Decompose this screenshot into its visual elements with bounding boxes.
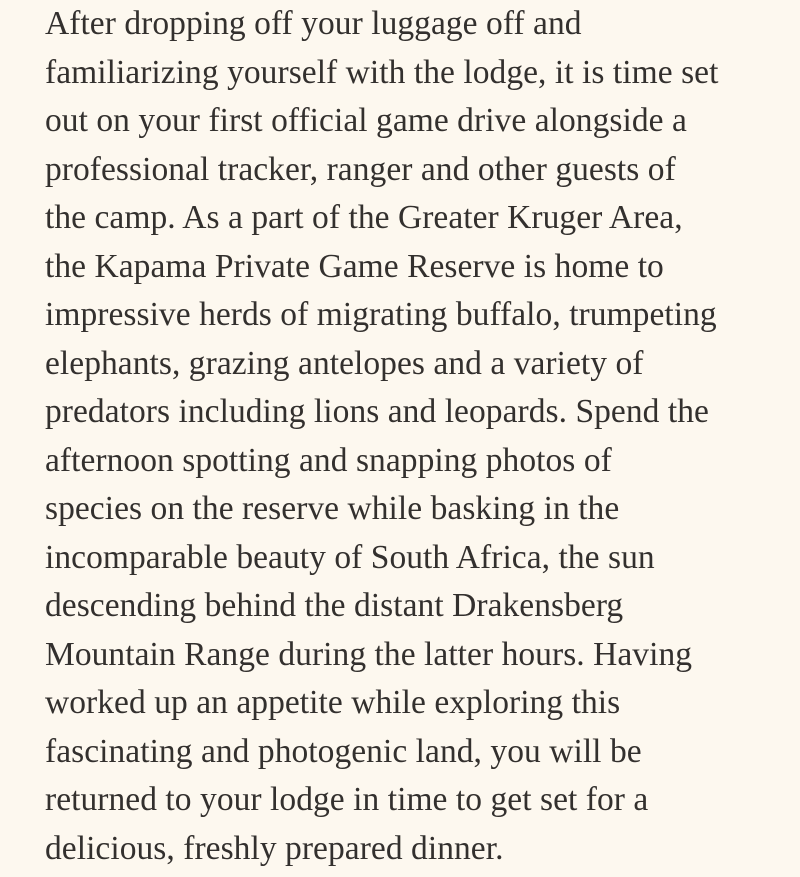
paragraph-line: Mountain Range during the latter hours. Having xyxy=(45,635,693,673)
article-paragraph xyxy=(45,0,790,873)
paragraph-line: worked up an appetite while exploring this xyxy=(45,684,621,721)
paragraph-line: returned to your lodge in time to get set for a xyxy=(45,781,649,818)
paragraph-line: fascinating and photogenic land, you will be xyxy=(45,732,642,770)
paragraph-line: species on the reserve while basking in the xyxy=(45,490,620,527)
paragraph-line: out on your first official game drive alongside a xyxy=(45,102,687,139)
paragraph-line: afternoon spotting and snapping photos of xyxy=(45,441,612,479)
paragraph-line: the camp. As a part of the Greater Kruger Area, xyxy=(45,199,683,236)
paragraph-line: elephants, grazing antelopes and a variety of xyxy=(45,344,644,382)
paragraph-line: delicious, freshly prepared dinner. xyxy=(45,829,504,867)
paragraph-line: incomparable beauty of South Africa, the sun xyxy=(45,538,655,576)
paragraph-line: predators including lions and leopards. Spend the xyxy=(45,393,709,430)
paragraph-line: impressive herds of migrating buffalo, trumpeting xyxy=(45,296,717,333)
paragraph-line: the Kapama Private Game Reserve is home to xyxy=(45,247,664,285)
paragraph-line: descending behind the distant Drakensberg xyxy=(45,587,624,624)
paragraph-line: professional tracker, ranger and other guests of xyxy=(45,150,676,188)
paragraph-line: familiarizing yourself with the lodge, it is time set xyxy=(45,53,719,91)
paragraph-line: After dropping off your luggage off and xyxy=(45,5,582,42)
